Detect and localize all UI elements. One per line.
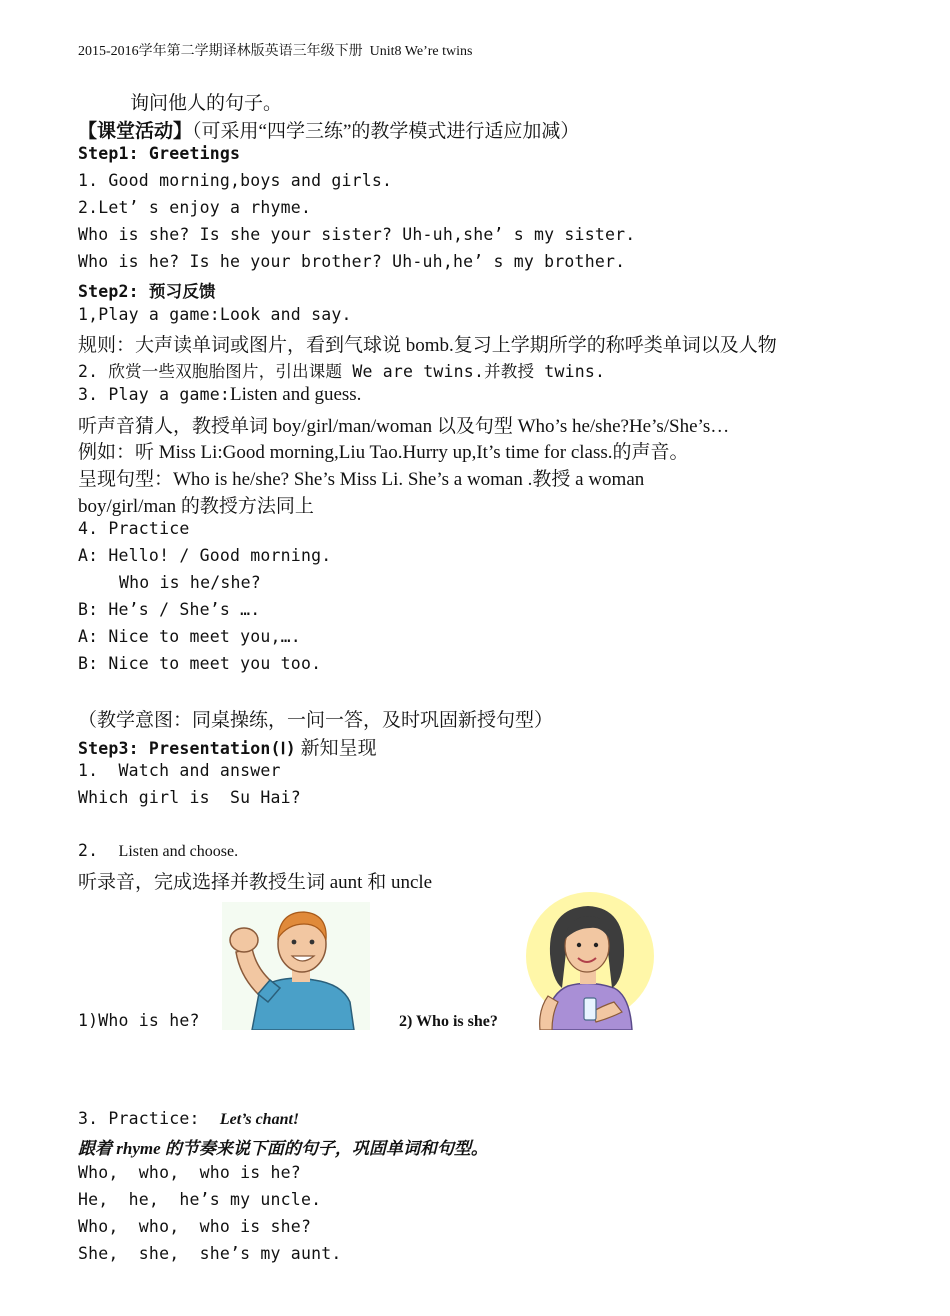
text-line: boy/girl/man 的教授方法同上	[78, 496, 314, 517]
heading-label: 【课堂活动】	[78, 121, 193, 142]
chant-line: She, she, she’s my aunt.	[78, 1244, 342, 1263]
question-2: 2) Who is she?	[399, 1013, 498, 1030]
step-heading	[78, 733, 377, 760]
uncle-illustration-icon	[222, 902, 370, 1030]
page-header: 2015-2016学年第二学期译林版英语三年级下册 Unit8 We’re twins	[78, 44, 473, 59]
chant-line: Who, who, who is she?	[78, 1217, 312, 1236]
text-line: 听声音猜人，教授单词 boy/girl/man/woman 以及句型 Who’s he/she?He’s/She’s…	[78, 416, 730, 437]
text-part: Listen and guess.	[230, 384, 362, 405]
text-part: Let’s chant!	[219, 1111, 300, 1128]
text-line	[78, 841, 238, 861]
text-line: 例如：听 Miss Li:Good morning,Liu Tao.Hurry up,It’s time for class.的声音。	[78, 442, 689, 463]
text-line: Who is he? Is he your brother? Uh-uh,he’ s my brother.	[78, 252, 626, 271]
section-heading	[78, 116, 579, 143]
instruction-line: 跟着 rhyme 的节奏来说下面的句子，巩固单词和句型。	[78, 1139, 488, 1158]
step-heading: Step2: 预习反馈	[78, 282, 216, 301]
dialogue-line: A: Nice to meet you,….	[78, 627, 301, 646]
text-line: 2.Let’ s enjoy a rhyme.	[78, 198, 312, 217]
question-1: 1)Who is he?	[78, 1011, 200, 1030]
dialogue-line: B: He’s / She’s ….	[78, 600, 261, 619]
text-line: 规则：大声读单词或图片，看到气球说 bomb.复习上学期所学的称呼类单词以及人物	[78, 335, 777, 356]
practice-heading: 4. Practice	[78, 519, 190, 538]
text-part: 2.	[78, 841, 119, 860]
chant-line: Who, who, who is he?	[78, 1163, 301, 1182]
text-part: 3. Practice:	[78, 1109, 220, 1128]
dialogue-line: B: Nice to meet you too.	[78, 654, 322, 673]
dialogue-line: A: Hello! / Good morning.	[78, 546, 332, 565]
text-line	[78, 384, 361, 406]
text-line: 询问他人的句子。	[130, 93, 283, 114]
text-line: 1. Watch and answer	[78, 761, 281, 780]
text-line: 呈现句型：Who is he/she? She’s Miss Li. She’s a woman .教授 a woman	[78, 469, 645, 490]
text-part: 3. Play a game:	[78, 385, 231, 404]
text-line: 1,Play a game:Look and say.	[78, 305, 352, 324]
text-part: Step3: Presentation(Ⅰ)	[78, 739, 296, 758]
text-line	[78, 1109, 299, 1129]
teaching-intent: （教学意图：同桌操练，一问一答，及时巩固新授句型）	[78, 710, 554, 731]
text-part: Listen and choose.	[118, 843, 239, 860]
step-heading: Step1: Greetings	[78, 144, 241, 163]
text-line: 听录音，完成选择并教授生词 aunt 和 uncle	[78, 872, 433, 893]
chant-line: He, he, he’s my uncle.	[78, 1190, 322, 1209]
heading-note: （可采用“四学三练”的教学模式进行适应加减）	[192, 121, 580, 142]
text-line: Which girl is Su Hai?	[78, 788, 301, 807]
dialogue-line: Who is he/she?	[119, 573, 261, 592]
text-line: Who is she? Is she your sister? Uh-uh,she’ s my sister.	[78, 225, 636, 244]
text-part: 新知呈现	[295, 738, 377, 759]
text-line: 2. 欣赏一些双胞胎图片，引出课题 We are twins.并教授 twins.	[78, 362, 606, 381]
aunt-illustration-icon	[518, 890, 658, 1030]
text-line: 1. Good morning,boys and girls.	[78, 171, 393, 190]
